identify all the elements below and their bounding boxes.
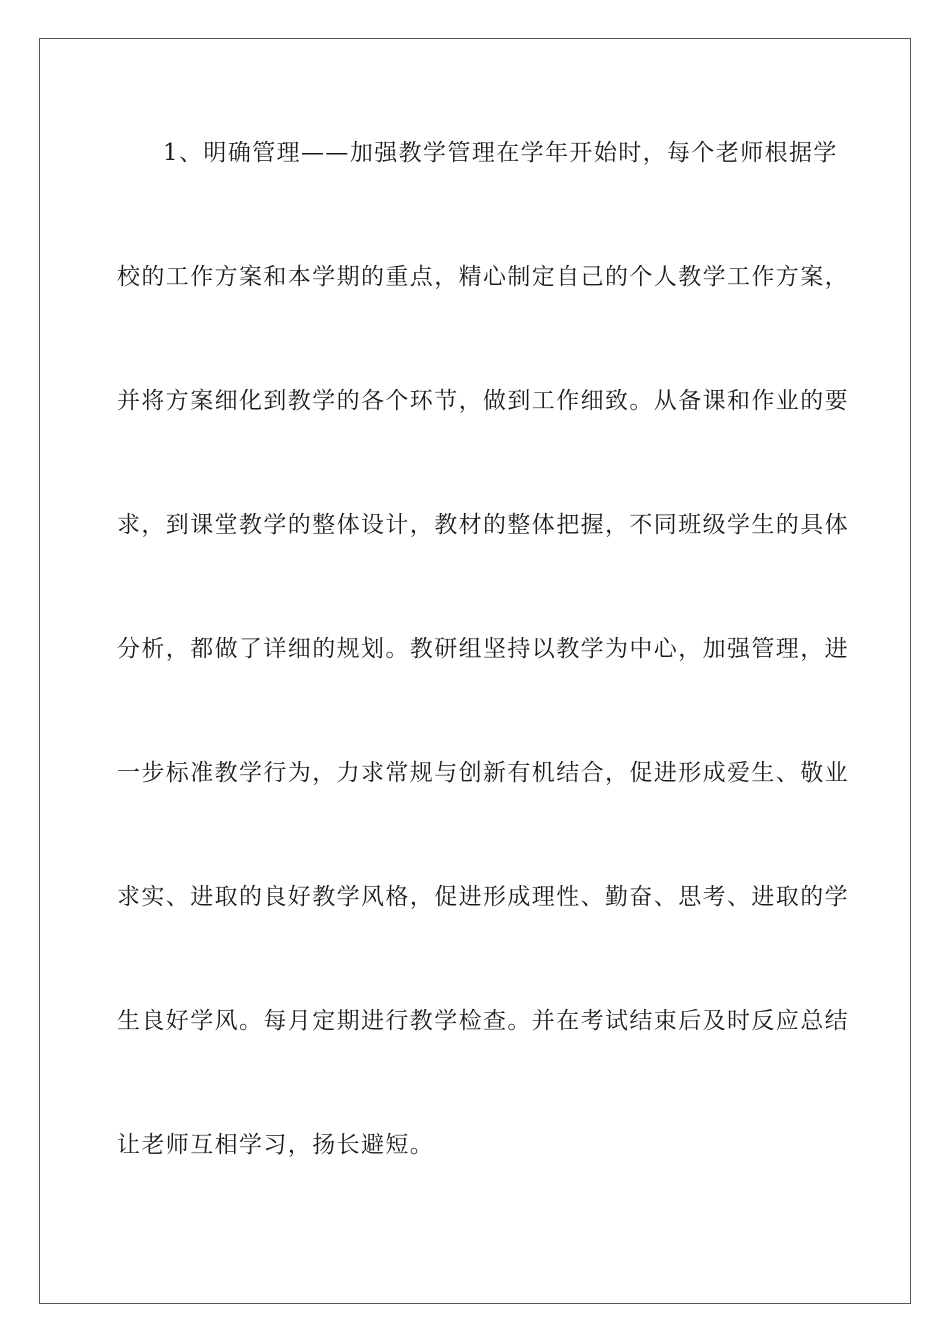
paragraph-line-7: 求实、进取的良好教学风格，促进形成理性、勤奋、思考、进取的学 bbox=[117, 884, 849, 910]
document-body bbox=[117, 126, 849, 1242]
paragraph-line-6: 一步标准教学行为，力求常规与创新有机结合，促进形成爱生、敬业 bbox=[117, 760, 849, 786]
paragraph-line-1: 1、明确管理——加强教学管理在学年开始时，每个老师根据学 bbox=[163, 140, 838, 166]
paragraph-line-9: 让老师互相学习，扬长避短。 bbox=[117, 1132, 435, 1158]
paragraph-line-4: 求，到课堂教学的整体设计，教材的整体把握，不同班级学生的具体 bbox=[117, 512, 849, 538]
paragraph-line-2: 校的工作方案和本学期的重点，精心制定自己的个人教学工作方案， bbox=[117, 264, 849, 290]
paragraph-line-3: 并将方案细化到教学的各个环节，做到工作细致。从备课和作业的要 bbox=[117, 388, 849, 414]
paragraph-line-8: 生良好学风。每月定期进行教学检查。并在考试结束后及时反应总结 bbox=[117, 1008, 849, 1034]
paragraph-line-5: 分析，都做了详细的规划。教研组坚持以教学为中心，加强管理，进 bbox=[117, 636, 849, 662]
